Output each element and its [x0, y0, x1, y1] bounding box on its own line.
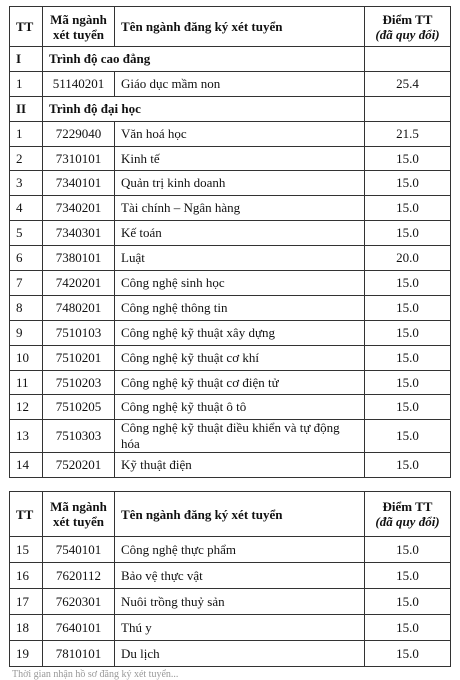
- header-tt: TT: [10, 7, 43, 47]
- header-tt: TT: [10, 492, 43, 537]
- section-title: Trình độ đại học: [43, 96, 365, 121]
- section-number: I: [10, 47, 43, 72]
- row-major-name: Kỹ thuật điện: [115, 453, 365, 478]
- row-tt: 4: [10, 196, 43, 221]
- row-major-code: 51140201: [43, 71, 115, 96]
- table-row: [10, 563, 451, 589]
- header-code: [43, 492, 115, 537]
- row-major-name: Công nghệ kỹ thuật ô tô: [115, 395, 365, 420]
- row-major-code: 7510201: [43, 345, 115, 370]
- row-major-code: 7310101: [43, 146, 115, 171]
- row-tt: 11: [10, 370, 43, 395]
- row-tt: 6: [10, 246, 43, 271]
- section-empty-cell: [365, 47, 451, 72]
- table-row: [10, 295, 451, 320]
- table-row: [10, 453, 451, 478]
- row-score: 15.0: [365, 146, 451, 171]
- table-row: [10, 345, 451, 370]
- row-major-name: Quản trị kinh doanh: [115, 171, 365, 196]
- row-tt: 19: [10, 641, 43, 667]
- row-major-name: Kinh tế: [115, 146, 365, 171]
- row-tt: 9: [10, 320, 43, 345]
- row-major-code: 7620112: [43, 563, 115, 589]
- row-score: 15.0: [365, 395, 451, 420]
- table-row: [10, 71, 451, 96]
- row-tt: 12: [10, 395, 43, 420]
- row-major-name: Công nghệ sinh học: [115, 271, 365, 296]
- row-tt: 5: [10, 221, 43, 246]
- row-score: 15.0: [365, 221, 451, 246]
- table-row: [10, 271, 451, 296]
- row-score: 15.0: [365, 320, 451, 345]
- row-major-name: Du lịch: [115, 641, 365, 667]
- row-major-name: Giáo dục mầm non: [115, 71, 365, 96]
- table-row: [10, 246, 451, 271]
- row-major-name: Công nghệ thực phẩm: [115, 537, 365, 563]
- row-major-name: Công nghệ kỹ thuật điều khiển và tự động hóa: [115, 420, 365, 453]
- admission-table-2: [9, 491, 451, 667]
- table-row: [10, 420, 451, 453]
- table-row: [10, 589, 451, 615]
- row-major-code: 7510303: [43, 420, 115, 453]
- row-tt: 7: [10, 271, 43, 296]
- table-1-body: [10, 47, 451, 478]
- row-score: 15.0: [365, 563, 451, 589]
- table-header-row: [10, 7, 451, 47]
- row-major-code: 7810101: [43, 641, 115, 667]
- table-row: [10, 615, 451, 641]
- table-row: [10, 320, 451, 345]
- table-row: [10, 221, 451, 246]
- section-number: II: [10, 96, 43, 121]
- admission-table-1: [9, 6, 451, 478]
- row-major-code: 7640101: [43, 615, 115, 641]
- header-score-line1: Điểm TT: [382, 11, 433, 27]
- table-row: [10, 395, 451, 420]
- row-major-code: 7340301: [43, 221, 115, 246]
- row-major-code: 7340101: [43, 171, 115, 196]
- header-score-line1: Điểm TT: [382, 499, 433, 514]
- row-score: 25.4: [365, 71, 451, 96]
- row-major-code: 7480201: [43, 295, 115, 320]
- row-major-name: Bảo vệ thực vật: [115, 563, 365, 589]
- header-code: [43, 7, 115, 47]
- header-score: [365, 492, 451, 537]
- row-major-code: 7520201: [43, 453, 115, 478]
- row-score: 20.0: [365, 246, 451, 271]
- row-major-code: 7229040: [43, 121, 115, 146]
- row-score: 15.0: [365, 453, 451, 478]
- header-score-line2: (đã quy đổi): [375, 514, 440, 529]
- header-code-line1: Mã ngành: [50, 499, 107, 514]
- row-major-name: Nuôi trồng thuỷ sản: [115, 589, 365, 615]
- section-row: [10, 96, 451, 121]
- row-major-code: 7510205: [43, 395, 115, 420]
- row-tt: 8: [10, 295, 43, 320]
- section-row: [10, 47, 451, 72]
- row-score: 15.0: [365, 589, 451, 615]
- row-tt: 1: [10, 71, 43, 96]
- header-major-name: Tên ngành đăng ký xét tuyển: [115, 492, 365, 537]
- table-row: [10, 641, 451, 667]
- row-major-name: Thú y: [115, 615, 365, 641]
- row-score: 15.0: [365, 271, 451, 296]
- row-tt: 13: [10, 420, 43, 453]
- row-major-name: Tài chính – Ngân hàng: [115, 196, 365, 221]
- row-major-code: 7540101: [43, 537, 115, 563]
- footnote: Thời gian nhận hồ sơ đăng ký xét tuyển...: [12, 669, 179, 680]
- row-major-code: 7510103: [43, 320, 115, 345]
- header-score-line2: (đã quy đổi): [375, 26, 440, 42]
- row-score: 15.0: [365, 641, 451, 667]
- row-tt: 17: [10, 589, 43, 615]
- row-major-name: Luật: [115, 246, 365, 271]
- section-title: Trình độ cao đẳng: [43, 47, 365, 72]
- row-tt: 2: [10, 146, 43, 171]
- row-tt: 10: [10, 345, 43, 370]
- header-score: [365, 7, 451, 47]
- row-major-name: Kế toán: [115, 221, 365, 246]
- row-major-code: 7420201: [43, 271, 115, 296]
- row-major-code: 7620301: [43, 589, 115, 615]
- table-row: [10, 171, 451, 196]
- row-major-code: 7510203: [43, 370, 115, 395]
- table-row: [10, 537, 451, 563]
- row-score: 15.0: [365, 171, 451, 196]
- row-tt: 3: [10, 171, 43, 196]
- row-major-name: Công nghệ kỹ thuật cơ điện tử: [115, 370, 365, 395]
- header-code-line2: xét tuyển: [53, 26, 104, 42]
- row-tt: 14: [10, 453, 43, 478]
- row-tt: 1: [10, 121, 43, 146]
- row-tt: 15: [10, 537, 43, 563]
- row-major-name: Công nghệ kỹ thuật xây dựng: [115, 320, 365, 345]
- row-tt: 16: [10, 563, 43, 589]
- table-2-body: [10, 537, 451, 667]
- row-score: 15.0: [365, 370, 451, 395]
- header-code-line2: xét tuyển: [53, 514, 104, 529]
- section-empty-cell: [365, 96, 451, 121]
- row-score: 15.0: [365, 420, 451, 453]
- row-major-code: 7380101: [43, 246, 115, 271]
- row-tt: 18: [10, 615, 43, 641]
- row-score: 15.0: [365, 196, 451, 221]
- row-score: 15.0: [365, 295, 451, 320]
- row-score: 21.5: [365, 121, 451, 146]
- table-row: [10, 370, 451, 395]
- header-code-line1: Mã ngành: [50, 11, 107, 27]
- row-major-name: Công nghệ thông tin: [115, 295, 365, 320]
- table-row: [10, 146, 451, 171]
- row-score: 15.0: [365, 537, 451, 563]
- table-row: [10, 196, 451, 221]
- header-major-name: Tên ngành đăng ký xét tuyển: [115, 7, 365, 47]
- table-header-row: [10, 492, 451, 537]
- table-row: [10, 121, 451, 146]
- row-score: 15.0: [365, 345, 451, 370]
- row-major-code: 7340201: [43, 196, 115, 221]
- row-score: 15.0: [365, 615, 451, 641]
- row-major-name: Công nghệ kỹ thuật cơ khí: [115, 345, 365, 370]
- row-major-name: Văn hoá học: [115, 121, 365, 146]
